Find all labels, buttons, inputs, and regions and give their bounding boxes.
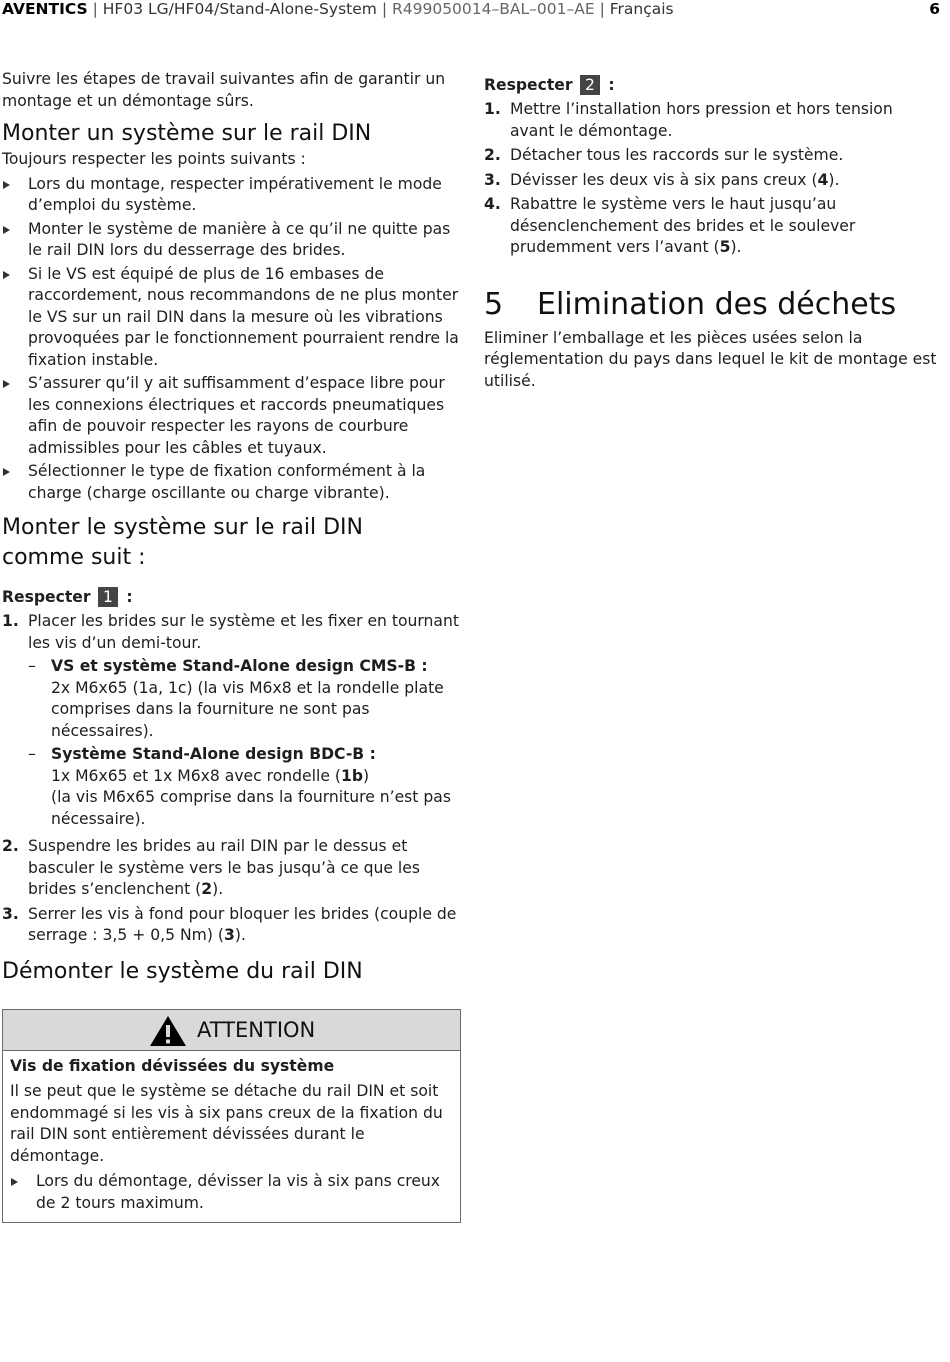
dash-bullet: – bbox=[28, 657, 36, 675]
list-item bbox=[2, 373, 464, 459]
step-text-end: ). bbox=[212, 880, 224, 898]
triangle-bullet-icon bbox=[11, 1178, 18, 1186]
triangle-bullet-icon bbox=[3, 468, 10, 476]
step-text: Rabattre le système vers le haut jusqu’au désenclenchement des brides et le soulever prudemment vers l’avant ( bbox=[510, 195, 856, 256]
left-column bbox=[2, 69, 464, 987]
right-column bbox=[484, 74, 942, 392]
variant-text: 1x M6x65 et 1x M6x8 avec rondelle ( bbox=[51, 766, 341, 785]
respect-figure-note bbox=[2, 586, 464, 608]
respect-label: Respecter bbox=[2, 588, 91, 606]
step-item bbox=[484, 99, 942, 142]
list-item-text: Sélectionner le type de fixation conformément à la charge (charge oscillante ou charge vibrante). bbox=[28, 462, 426, 502]
list-item-text: Lors du montage, respecter impérativement le mode d’emploi du système. bbox=[28, 174, 442, 214]
step-text: Placer les brides sur le système et les fixer en tournant les vis d’un demi-tour. bbox=[28, 612, 459, 652]
figure-ref: 1b bbox=[340, 766, 363, 785]
title-line: Monter le système sur le rail DIN bbox=[2, 515, 364, 540]
attention-body bbox=[3, 1051, 460, 1214]
page-header bbox=[2, 0, 940, 19]
step-item bbox=[2, 904, 464, 947]
header-separator: | bbox=[599, 0, 605, 18]
section-title-mount-procedure bbox=[2, 513, 464, 573]
figure-tag: 1 bbox=[98, 587, 118, 607]
variant-text: (la vis M6x65 comprise dans la fourniture n’est pas nécessaire). bbox=[51, 788, 451, 828]
respect-colon: : bbox=[126, 588, 133, 606]
figure-tag: 2 bbox=[580, 75, 600, 95]
step-number: 4. bbox=[484, 195, 501, 213]
step-item bbox=[484, 145, 942, 167]
variant-list bbox=[28, 656, 464, 830]
step-text: Serrer les vis à fond pour bloquer les brides (couple de serrage : 3,5 + 0,5 Nm) ( bbox=[28, 904, 457, 944]
step-number: 2. bbox=[484, 146, 501, 164]
attention-header bbox=[3, 1010, 460, 1051]
list-item-text: Lors du démontage, dévisser la vis à six pans creux de 2 tours maximum. bbox=[36, 1172, 441, 1212]
attention-action-list bbox=[10, 1171, 452, 1214]
variant-item bbox=[28, 744, 464, 830]
step-item bbox=[2, 611, 464, 830]
warning-triangle-icon bbox=[149, 1015, 187, 1047]
step-text: Suspendre les brides au rail DIN par le dessus et basculer le système vers le bas jusqu’à ce que les brides s’enclenchent ( bbox=[28, 837, 420, 898]
dismount-steps bbox=[484, 99, 942, 259]
intro-paragraph: Suivre les étapes de travail suivantes afin de garantir un montage et un démontage sûrs. bbox=[2, 70, 446, 110]
chapter-title-text: Elimination des déchets bbox=[537, 286, 897, 322]
triangle-bullet-icon bbox=[3, 380, 10, 388]
step-text: Dévisser les deux vis à six pans creux ( bbox=[510, 170, 818, 189]
document-language: Français bbox=[609, 0, 674, 18]
step-number: 3. bbox=[2, 904, 19, 923]
step-item bbox=[484, 194, 942, 259]
respect-figure-note bbox=[484, 74, 942, 96]
chapter-paragraph: Eliminer l’emballage et les pièces usées selon la réglementation du pays dans lequel le kit de montage est utilisé. bbox=[484, 328, 937, 390]
list-item-text: Si le VS est équipé de plus de 16 embases de raccordement, nous recommandons de ne plus monter le VS sur un rail DIN dans la mesure où les vibrations provoquées par le fonctionnement pourraient rendre la fixation instable. bbox=[28, 264, 459, 369]
step-number: 1. bbox=[484, 100, 501, 118]
document-number: R499050014–BAL–001–AE bbox=[391, 0, 595, 18]
step-number: 3. bbox=[484, 170, 501, 189]
list-item bbox=[10, 1171, 452, 1214]
chapter-title bbox=[484, 287, 942, 323]
header-separator: | bbox=[381, 0, 388, 18]
list-item-text: S’assurer qu’il y ait suffisamment d’espace libre pour les connexions électriques et raccords pneumatiques afin de pouvoir respecter les rayons de courbure admissibles pour les câbles et tuyaux. bbox=[28, 374, 445, 457]
section-title-dismount: Démonter le système du rail DIN bbox=[2, 958, 363, 984]
variant-title: VS et système Stand-Alone design CMS-B : bbox=[51, 657, 428, 675]
figure-ref: 2 bbox=[201, 880, 213, 898]
figure-ref: 5 bbox=[719, 238, 731, 256]
step-text-end: ). bbox=[234, 926, 246, 944]
step-number: 1. bbox=[2, 612, 19, 630]
list-item bbox=[2, 174, 464, 217]
list-item bbox=[2, 219, 464, 262]
figure-ref: 4 bbox=[817, 170, 829, 189]
respect-label: Respecter bbox=[484, 76, 573, 94]
header-separator: | bbox=[92, 0, 98, 18]
triangle-bullet-icon bbox=[3, 181, 10, 189]
variant-title: Système Stand-Alone design BDC-B : bbox=[51, 745, 376, 763]
chapter-number: 5 bbox=[484, 286, 504, 322]
step-text: Mettre l’installation hors pression et hors tension avant le démontage. bbox=[510, 100, 893, 140]
list-item-text: Monter le système de manière à ce qu’il ne quitte pas le rail DIN lors du desserrage des brides. bbox=[28, 219, 451, 259]
dash-bullet: – bbox=[28, 745, 36, 763]
respect-colon: : bbox=[608, 76, 615, 94]
attention-text: Il se peut que le système se détache du rail DIN et soit endommagé si les vis à six pans creux de la fixation du rail DIN sont entièrement dévissées durant le démontage. bbox=[10, 1082, 443, 1165]
variant-text: 2x M6x65 (1a, 1c) (la vis M6x8 et la rondelle plate comprises dans la fourniture ne sont pas nécessaires). bbox=[51, 678, 444, 740]
figure-ref: 3 bbox=[224, 926, 235, 944]
variant-text: ) bbox=[362, 766, 370, 785]
attention-box bbox=[2, 1009, 461, 1223]
mount-steps bbox=[2, 611, 464, 947]
triangle-bullet-icon bbox=[3, 226, 10, 234]
step-text-end: ). bbox=[828, 170, 840, 189]
list-item bbox=[2, 264, 464, 372]
attention-label: ATTENTION bbox=[197, 1018, 316, 1042]
variant-item bbox=[28, 656, 464, 742]
page-number: 6 bbox=[929, 0, 940, 18]
product-name: HF03 LG/HF04/Stand-Alone-System bbox=[102, 0, 377, 18]
attention-subtitle: Vis de fixation dévissées du système bbox=[10, 1057, 335, 1075]
step-text-end: ). bbox=[730, 238, 742, 256]
step-text: Détacher tous les raccords sur le système. bbox=[510, 146, 844, 164]
brand-name: AVENTICS bbox=[2, 0, 88, 18]
triangle-bullet-icon bbox=[3, 271, 10, 279]
precautions-list bbox=[2, 174, 464, 505]
section-lead: Toujours respecter les points suivants : bbox=[2, 150, 306, 168]
section-title-mount-system: Monter un système sur le rail DIN bbox=[2, 121, 372, 146]
step-item bbox=[484, 170, 942, 192]
list-item bbox=[2, 461, 464, 504]
step-item bbox=[2, 836, 464, 901]
step-number: 2. bbox=[2, 837, 19, 855]
title-line: comme suit : bbox=[2, 545, 146, 570]
